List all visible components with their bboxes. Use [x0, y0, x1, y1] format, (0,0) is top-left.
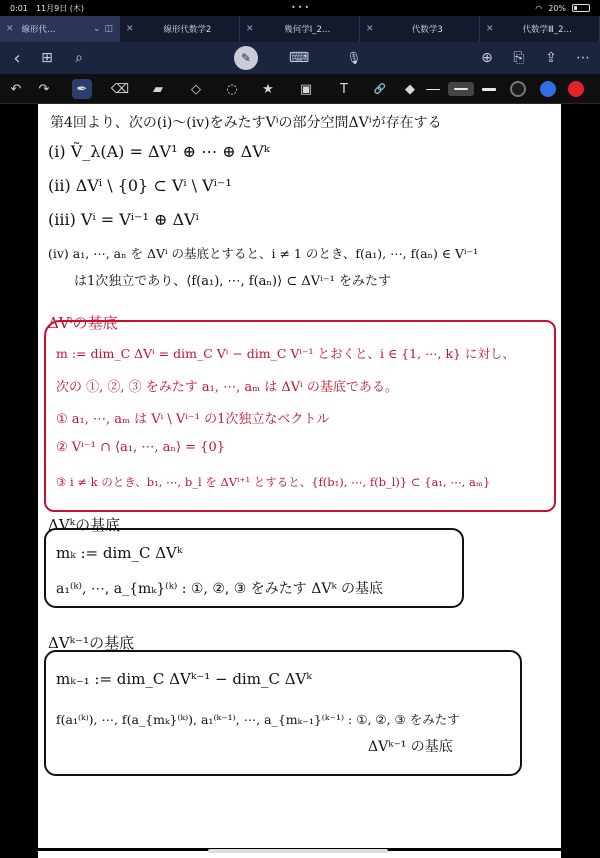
color-blue-swatch[interactable]	[540, 81, 556, 97]
note-line: は1次独立であり、⟨f(a₁), ⋯, f(aₙ)⟩ ⊂ ΔVⁱ⁻¹ をみたす	[74, 274, 391, 289]
more-icon[interactable]: ⋯	[576, 50, 590, 66]
nav-bar	[0, 42, 600, 74]
red-line: m := dim_C ΔVⁱ = dim_C Vⁱ − dim_C Vⁱ⁻¹ とおくと、i ∈ {1, ⋯, k} に対し、	[56, 346, 515, 361]
stroke-thin-option[interactable]	[420, 82, 446, 96]
status-bar	[0, 0, 600, 16]
tab-bar	[0, 16, 600, 42]
color-red-swatch[interactable]	[568, 81, 584, 97]
close-icon[interactable]: ✕	[246, 24, 254, 34]
stroke-medium-option[interactable]	[448, 82, 474, 96]
battery-text: 20%	[548, 3, 566, 13]
eraser-icon[interactable]: ⌫	[110, 81, 130, 97]
box2-line: ΔVᵏ⁻¹ の基底	[368, 739, 453, 755]
status-time: 0:01	[10, 3, 28, 13]
tab-1[interactable]	[120, 16, 240, 42]
sticker-icon[interactable]: ★	[262, 81, 274, 97]
redo-icon[interactable]: ↷	[38, 81, 50, 97]
red-line: 次の ①, ②, ③ をみたす a₁, ⋯, aₘ は ΔVⁱ の基底である。	[56, 380, 398, 395]
status-date: 11月9日 (木)	[35, 3, 85, 13]
tab-label: 代数学3	[411, 25, 443, 35]
tab-label: 代数学Ⅲ_2…	[522, 25, 573, 35]
note-line: (i) Ṽ_λ(A) = ΔV¹ ⊕ ⋯ ⊕ ΔVᵏ	[48, 142, 270, 161]
box2-line: mₖ₋₁ := dim_C ΔVᵏ⁻¹ − dim_C ΔVᵏ	[56, 670, 312, 688]
bookmark-icon[interactable]: ⎘	[513, 50, 525, 66]
close-icon[interactable]: ✕	[6, 24, 14, 34]
pointer-icon[interactable]: ◆	[405, 81, 415, 97]
note-line: (iii) Vⁱ = Vⁱ⁻¹ ⊕ ΔVⁱ	[48, 210, 199, 229]
close-icon[interactable]: ✕	[366, 24, 374, 34]
link-icon[interactable]: 🔗	[373, 83, 387, 95]
box2-title: ΔVᵏ⁻¹の基底	[48, 634, 135, 652]
grid-icon[interactable]: ⊞	[41, 50, 53, 66]
text-tool-icon[interactable]: T	[340, 81, 348, 97]
box1-title: ΔVᵏの基底	[48, 516, 121, 534]
close-icon[interactable]: ✕	[126, 24, 134, 34]
split-view-icon[interactable]: ◫	[104, 24, 113, 34]
wifi-icon: ◠	[535, 3, 543, 13]
share-icon[interactable]: ⇪	[545, 50, 557, 66]
note-line: (iv) a₁, ⋯, aₙ を ΔVⁱ の基底とすると、i ≠ 1 のとき、f(a₁), ⋯, f(aₙ) ∈ Vⁱ⁻¹	[48, 246, 479, 261]
color-black-swatch[interactable]	[510, 81, 526, 97]
red-line: ① a₁, ⋯, aₘ は Vⁱ \ Vⁱ⁻¹ の1次独立なベクトル	[56, 412, 330, 427]
home-indicator[interactable]	[208, 849, 388, 853]
tab-label: 線形代…	[21, 25, 56, 35]
shapes-tool-icon[interactable]: ◇	[191, 81, 201, 97]
red-title: ΔVⁱの基底	[48, 314, 118, 332]
box2-line: f(a₁⁽ᵏ⁾), ⋯, f(a_{mₖ}⁽ᵏ⁾), a₁⁽ᵏ⁻¹⁾, ⋯, a_{mₖ₋₁}⁽ᵏ⁻¹⁾ : ①, ②, ③ をみたす	[56, 712, 460, 727]
multitask-dots-icon[interactable]: •••	[291, 3, 312, 12]
note-line: (ii) ΔVⁱ \ {0} ⊂ Vⁱ \ Vⁱ⁻¹	[48, 176, 232, 195]
tab-label: 線形代数学2	[163, 25, 212, 35]
highlighter-icon[interactable]: ▰	[153, 81, 163, 97]
box1-line: mₖ := dim_C ΔVᵏ	[56, 544, 183, 562]
tab-label: 幾何学Ⅰ_2…	[284, 25, 331, 35]
red-line: ③ i ≠ k のとき、b₁, ⋯, b_l を ΔVⁱ⁺¹ とすると、{f(b₁), ⋯, f(b_l)} ⊂ {a₁, ⋯, aₘ}	[56, 475, 491, 489]
red-line: ② Vⁱ⁻¹ ∩ ⟨a₁, ⋯, aₙ⟩ = {0}	[56, 440, 225, 455]
tab-0[interactable]	[0, 16, 120, 42]
stroke-thick-option[interactable]	[476, 82, 502, 96]
battery-icon	[572, 4, 590, 12]
close-icon[interactable]: ✕	[486, 24, 494, 34]
drawing-toolbar	[0, 74, 600, 104]
add-page-icon[interactable]: ⊕	[481, 50, 493, 66]
note-line: 第4回より、次の(i)〜(iv)をみたすVⁱの部分空間ΔVⁱが存在する	[50, 115, 442, 131]
pen-mode-icon[interactable]: ✎	[234, 46, 258, 70]
undo-icon[interactable]: ↶	[10, 81, 22, 97]
box1-line: a₁⁽ᵏ⁾, ⋯, a_{mₖ}⁽ᵏ⁾ : ①, ②, ③ をみたす ΔVᵏ の基底	[56, 581, 384, 597]
back-icon[interactable]: ‹	[13, 47, 21, 69]
tab-2[interactable]	[240, 16, 360, 42]
microphone-icon[interactable]: 🎙	[346, 51, 362, 65]
tab-4[interactable]	[480, 16, 600, 42]
image-icon[interactable]: ▣	[299, 81, 313, 97]
pen-tool-icon[interactable]: ✒	[72, 79, 92, 99]
search-icon[interactable]: ⌕	[75, 50, 83, 66]
chevron-down-icon[interactable]: ⌄	[92, 24, 101, 34]
keyboard-icon[interactable]: ⌨	[288, 50, 310, 66]
lasso-icon[interactable]: ◌	[226, 81, 238, 97]
tab-3[interactable]	[360, 16, 480, 42]
note-page[interactable]	[38, 104, 561, 848]
